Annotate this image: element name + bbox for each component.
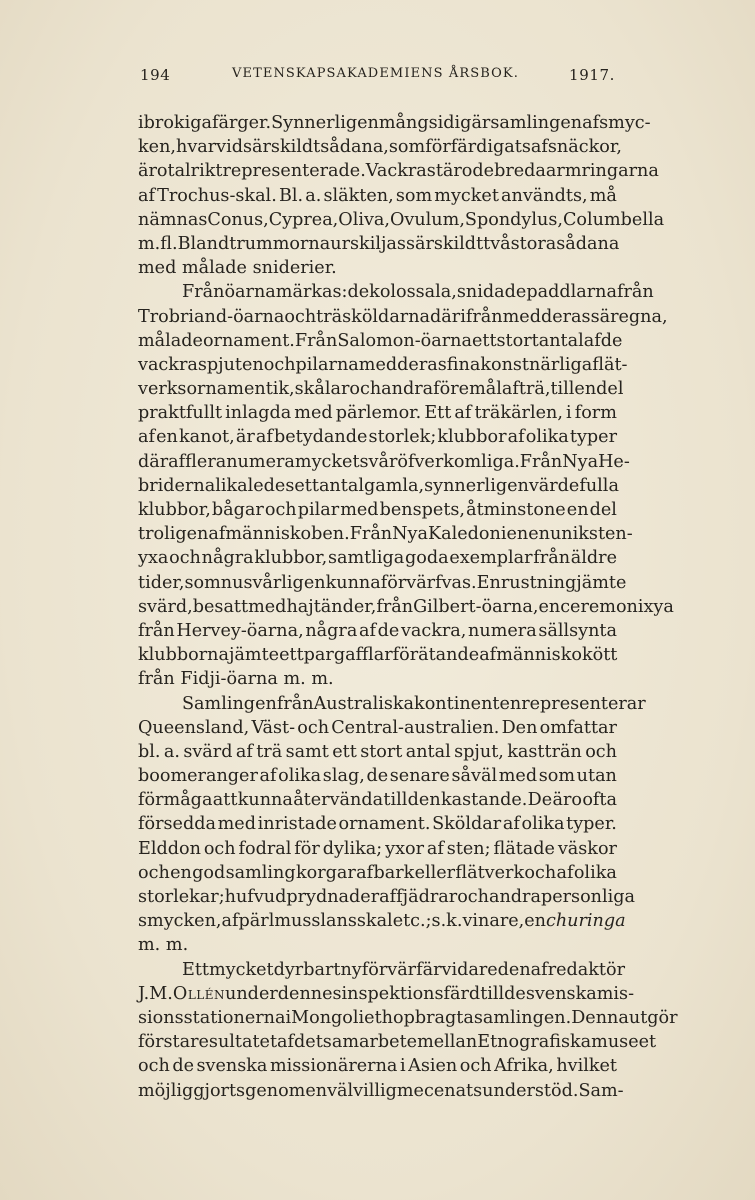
text-line: med målade sniderier. [138,258,337,279]
text-line-with-name: J. M. Ollén under dennes inspektionsfärd till de svenska mis- [138,982,617,1006]
text-line: första resultatet af det samarbete mellan Etnografiska museet [138,1032,657,1053]
text-line: Från öarna märkas: de kolossala, snidade paddlarna från [182,282,654,303]
text-line: klubbor, bågar och pilar med benspets, åtminstone en del [138,500,617,520]
text-line: svärd, besatt med hajtänder, från Gilbert-öarna, en ceremonixya [138,596,674,617]
text-line: bl. a. svärd af trä samt ett stort antal spjut, kastträn och [138,741,617,762]
text-line: klubborna jämte ett par gafflar för ätande af människokött [138,645,618,666]
text-line: af en kanot, är af betydande storlek; klubbor af olika typer [138,427,617,448]
text-line: sionsstationerna i Mongoliet hopbragta samlingen. Denna utgör [138,1007,678,1028]
text-line: och de svenska missionärerna i Asien och Afrika, hvilket [138,1056,617,1077]
text-line: verksornamentik, skålar och andra föremål af trä, till en del [138,379,624,400]
text-line: från Hervey-öarna, några af de vackra, numera sällsynta [138,620,617,641]
text-line: m. m. [138,935,189,956]
text-line: vackra spjuten och pilarna med deras fina konstnärliga flät- [138,354,628,375]
person-name: Ollén [172,983,226,1004]
text-line: Samlingen från Australiska kontinenten representerar [182,693,646,714]
text-line: troligen af människoben. Från Nya Kaledonien en unik sten- [138,524,633,545]
page-number: 194 [140,66,171,84]
body-text [138,111,678,1103]
text-line: försedda med inristade ornament. Sköldar af olika typer. [138,814,617,835]
text-line: boomeranger af olika slag, de senare såväl med som utan [138,766,617,787]
text-line: nämnas Conus, Cyprea, Oliva, Ovulum, Spondylus, Columbella [138,209,665,230]
text-line: Queensland, Väst- och Central-australien. Den omfattar [138,717,617,738]
text-line: praktfullt inlagda med pärlemor. Ett af träkärlen, i form [138,403,617,424]
text-line: ken, hvarvid särskildt sådana, som förfärdigats af snäckor, [138,137,622,158]
text-line: från Fidji-öarna m. m. [138,669,334,690]
text-line: tider, som nu svårligen kunna förvärfvas. En rustning jämte [138,572,627,593]
text-line: yxa och några klubbor, samtliga goda exemplar från äldre [138,548,617,569]
text-line: och en god samling korgar af bark eller flätverk och af olika [138,862,617,883]
text-line-with-italic: smycken, af pärlmusslans skal etc.; s. k. vinare, en churinga [138,909,617,933]
italic-word: churinga [546,911,626,932]
text-line: möjliggjorts genom en välvillig mecenats understöd. Sam- [138,1080,624,1101]
text-line: målade ornament. Från Salomon-öarna ett stort antal af de [138,330,623,351]
header-year: 1917. [569,66,615,84]
text-line: m. fl. Bland trummorna urskiljas särskildt två stora sådana [138,233,620,254]
text-line: förmåga att kunna återvända till den kastande. De äro ofta [138,790,617,811]
text-line: briderna likaledes ett antal gamla, synnerligen värdefulla [138,475,619,496]
text-line: storlekar; hufvudprydnader af fjädrar och andra personliga [138,887,635,907]
text-line: i brokiga färger. Synnerligen mångsidig är samlingen af smyc- [138,113,651,133]
text-line: af Trochus-skal. Bl. a. släkten, som mycket användts, må [138,185,617,206]
text-line: Trobriand-öarna och träsköldarna därifrån med deras säregna, [138,306,668,327]
text-line: Ett mycket dyrbart nyförvärf är vidare den af redaktör [182,959,625,980]
running-title: VETENSKAPSAKADEMIENS ÅRSBOK. [232,66,519,81]
text-line: Elddon och fodral för dylika; yxor af sten; flätade väskor [138,838,617,859]
text-line: äro talrikt representerade. Vackrast äro de breda armringarna [138,161,659,182]
running-header [140,66,615,86]
text-line: däraf flera numera mycket svåröfverkomliga. Från Nya He- [138,451,630,472]
